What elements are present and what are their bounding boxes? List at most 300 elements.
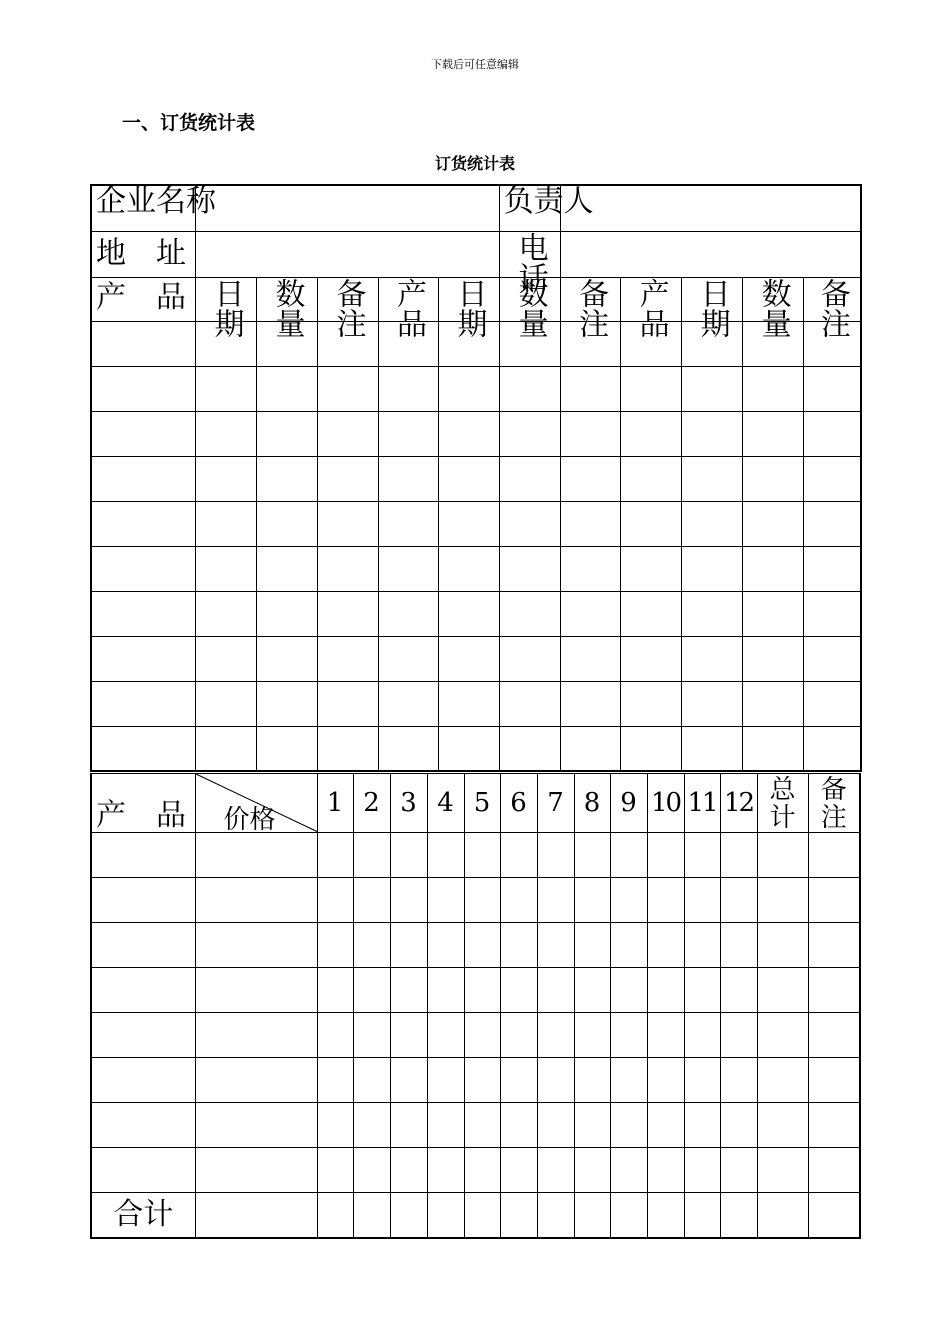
cell[interactable] bbox=[574, 1058, 610, 1103]
cell[interactable] bbox=[647, 833, 684, 878]
cell[interactable] bbox=[427, 1058, 464, 1103]
cell[interactable] bbox=[195, 501, 256, 546]
cell[interactable] bbox=[91, 681, 195, 726]
table-row bbox=[91, 1148, 860, 1193]
cell[interactable] bbox=[500, 833, 537, 878]
cell[interactable] bbox=[390, 923, 427, 968]
cell[interactable] bbox=[427, 968, 464, 1013]
month-8: 8 bbox=[574, 774, 610, 833]
cell[interactable] bbox=[742, 501, 803, 546]
cell[interactable] bbox=[464, 923, 500, 968]
col-header-price: 价格 bbox=[195, 774, 317, 833]
cell[interactable] bbox=[353, 923, 390, 968]
cell[interactable] bbox=[390, 833, 427, 878]
cell[interactable] bbox=[681, 546, 742, 591]
section-heading: 一、订货统计表 bbox=[122, 112, 256, 134]
col-header-quantity: 数量 bbox=[742, 277, 803, 321]
cell[interactable] bbox=[803, 546, 861, 591]
cell[interactable] bbox=[500, 1148, 537, 1193]
cell[interactable] bbox=[560, 636, 620, 681]
cell[interactable] bbox=[195, 456, 256, 501]
cell[interactable] bbox=[464, 1058, 500, 1103]
cell[interactable] bbox=[803, 636, 861, 681]
cell[interactable] bbox=[195, 1193, 317, 1238]
month-2: 2 bbox=[353, 774, 390, 833]
cell[interactable] bbox=[91, 878, 195, 923]
cell[interactable] bbox=[91, 833, 195, 878]
cell[interactable] bbox=[681, 366, 742, 411]
cell[interactable] bbox=[803, 501, 861, 546]
cell[interactable] bbox=[742, 636, 803, 681]
cell[interactable] bbox=[757, 833, 808, 878]
cell[interactable] bbox=[500, 1013, 537, 1058]
cell[interactable] bbox=[620, 366, 681, 411]
cell[interactable] bbox=[537, 1103, 574, 1148]
cell[interactable] bbox=[317, 681, 378, 726]
cell[interactable] bbox=[620, 636, 681, 681]
cell[interactable] bbox=[537, 1148, 574, 1193]
cell[interactable] bbox=[681, 681, 742, 726]
cell[interactable] bbox=[742, 591, 803, 636]
cell[interactable] bbox=[742, 411, 803, 456]
cell[interactable] bbox=[91, 923, 195, 968]
month-10: 10 bbox=[647, 774, 684, 833]
cell[interactable] bbox=[537, 1058, 574, 1103]
cell[interactable] bbox=[620, 546, 681, 591]
cell[interactable] bbox=[91, 636, 195, 681]
cell[interactable] bbox=[91, 1148, 195, 1193]
cell[interactable] bbox=[560, 501, 620, 546]
cell[interactable] bbox=[317, 546, 378, 591]
order-table bbox=[90, 184, 862, 772]
cell[interactable] bbox=[317, 411, 378, 456]
cell[interactable] bbox=[195, 878, 317, 923]
phone-field[interactable] bbox=[560, 231, 861, 277]
cell[interactable] bbox=[317, 1148, 353, 1193]
cell[interactable] bbox=[574, 1013, 610, 1058]
cell[interactable] bbox=[427, 1013, 464, 1058]
cell[interactable] bbox=[353, 1103, 390, 1148]
cell[interactable] bbox=[574, 968, 610, 1013]
cell[interactable] bbox=[378, 366, 438, 411]
table-row bbox=[91, 968, 860, 1013]
cell[interactable] bbox=[808, 878, 860, 923]
cell[interactable] bbox=[499, 681, 560, 726]
cell[interactable] bbox=[353, 1193, 390, 1238]
cell[interactable] bbox=[195, 923, 317, 968]
cell[interactable] bbox=[378, 636, 438, 681]
table-row bbox=[91, 1103, 860, 1148]
cell[interactable] bbox=[647, 1013, 684, 1058]
cell[interactable] bbox=[91, 1103, 195, 1148]
cell[interactable] bbox=[808, 923, 860, 968]
cell[interactable] bbox=[317, 366, 378, 411]
month-1: 1 bbox=[317, 774, 353, 833]
cell[interactable] bbox=[438, 591, 499, 636]
cell[interactable] bbox=[757, 968, 808, 1013]
cell[interactable] bbox=[757, 1013, 808, 1058]
cell[interactable] bbox=[195, 1103, 317, 1148]
table-row bbox=[91, 726, 861, 771]
cell[interactable] bbox=[620, 456, 681, 501]
contact-person-field[interactable] bbox=[560, 185, 861, 231]
cell[interactable] bbox=[720, 968, 757, 1013]
cell[interactable] bbox=[574, 1103, 610, 1148]
cell[interactable] bbox=[647, 968, 684, 1013]
cell[interactable] bbox=[610, 1148, 647, 1193]
cell[interactable] bbox=[317, 923, 353, 968]
cell[interactable] bbox=[681, 411, 742, 456]
cell[interactable] bbox=[427, 1193, 464, 1238]
col-header-date: 日期 bbox=[195, 277, 256, 321]
cell[interactable] bbox=[537, 1193, 574, 1238]
cell[interactable] bbox=[574, 1193, 610, 1238]
cell[interactable] bbox=[438, 411, 499, 456]
cell[interactable] bbox=[610, 923, 647, 968]
cell[interactable] bbox=[720, 1058, 757, 1103]
cell[interactable] bbox=[91, 321, 195, 366]
cell[interactable] bbox=[317, 878, 353, 923]
cell[interactable] bbox=[620, 501, 681, 546]
cell[interactable] bbox=[353, 878, 390, 923]
cell[interactable] bbox=[742, 726, 803, 771]
cell[interactable] bbox=[378, 726, 438, 771]
cell[interactable] bbox=[742, 366, 803, 411]
cell[interactable] bbox=[464, 968, 500, 1013]
cell[interactable] bbox=[91, 456, 195, 501]
cell[interactable] bbox=[808, 1058, 860, 1103]
cell[interactable] bbox=[560, 366, 620, 411]
cell[interactable] bbox=[620, 591, 681, 636]
cell[interactable] bbox=[684, 923, 720, 968]
col-header-date: 日期 bbox=[681, 277, 742, 321]
cell[interactable] bbox=[195, 636, 256, 681]
cell[interactable] bbox=[610, 878, 647, 923]
cell[interactable] bbox=[803, 726, 861, 771]
table-title: 订货统计表 bbox=[434, 154, 515, 173]
cell[interactable] bbox=[720, 1193, 757, 1238]
cell[interactable] bbox=[560, 591, 620, 636]
cell[interactable] bbox=[574, 923, 610, 968]
cell[interactable] bbox=[390, 1013, 427, 1058]
cell[interactable] bbox=[256, 681, 317, 726]
cell[interactable] bbox=[610, 1193, 647, 1238]
cell[interactable] bbox=[91, 411, 195, 456]
cell[interactable] bbox=[464, 878, 500, 923]
cell[interactable] bbox=[427, 923, 464, 968]
cell[interactable] bbox=[684, 1148, 720, 1193]
price-header-row bbox=[91, 774, 860, 833]
cell[interactable] bbox=[537, 833, 574, 878]
cell[interactable] bbox=[464, 833, 500, 878]
cell[interactable] bbox=[803, 366, 861, 411]
cell[interactable] bbox=[610, 968, 647, 1013]
cell[interactable] bbox=[560, 681, 620, 726]
cell[interactable] bbox=[537, 1013, 574, 1058]
cell[interactable] bbox=[647, 1148, 684, 1193]
col-header-product: 产 品 bbox=[91, 774, 195, 833]
cell[interactable] bbox=[757, 1058, 808, 1103]
cell[interactable] bbox=[499, 546, 560, 591]
cell[interactable] bbox=[378, 411, 438, 456]
cell[interactable] bbox=[317, 1058, 353, 1103]
cell[interactable] bbox=[390, 1103, 427, 1148]
cell[interactable] bbox=[720, 833, 757, 878]
cell[interactable] bbox=[195, 1058, 317, 1103]
cell[interactable] bbox=[757, 1148, 808, 1193]
cell[interactable] bbox=[195, 968, 317, 1013]
cell[interactable] bbox=[620, 411, 681, 456]
cell[interactable] bbox=[647, 923, 684, 968]
cell[interactable] bbox=[353, 1148, 390, 1193]
cell[interactable] bbox=[499, 501, 560, 546]
cell[interactable] bbox=[256, 411, 317, 456]
cell[interactable] bbox=[353, 1013, 390, 1058]
cell[interactable] bbox=[427, 1148, 464, 1193]
cell[interactable] bbox=[620, 726, 681, 771]
cell[interactable] bbox=[808, 1103, 860, 1148]
cell[interactable] bbox=[681, 636, 742, 681]
cell[interactable] bbox=[681, 456, 742, 501]
cell[interactable] bbox=[560, 726, 620, 771]
cell[interactable] bbox=[317, 833, 353, 878]
cell[interactable] bbox=[757, 878, 808, 923]
cell[interactable] bbox=[256, 366, 317, 411]
cell[interactable] bbox=[684, 833, 720, 878]
cell[interactable] bbox=[91, 546, 195, 591]
table-row bbox=[91, 546, 861, 591]
cell[interactable] bbox=[317, 1193, 353, 1238]
col-header-date: 日期 bbox=[438, 277, 499, 321]
cell[interactable] bbox=[808, 1013, 860, 1058]
cell[interactable] bbox=[808, 833, 860, 878]
cell[interactable] bbox=[499, 366, 560, 411]
cell[interactable] bbox=[353, 833, 390, 878]
cell[interactable] bbox=[438, 501, 499, 546]
cell[interactable] bbox=[464, 1103, 500, 1148]
address-field[interactable] bbox=[195, 231, 499, 277]
month-9: 9 bbox=[610, 774, 647, 833]
cell[interactable] bbox=[427, 1103, 464, 1148]
cell[interactable] bbox=[684, 878, 720, 923]
table-row bbox=[91, 1013, 860, 1058]
cell[interactable] bbox=[256, 636, 317, 681]
cell[interactable] bbox=[256, 456, 317, 501]
cell[interactable] bbox=[256, 546, 317, 591]
cell[interactable] bbox=[647, 878, 684, 923]
cell[interactable] bbox=[720, 1013, 757, 1058]
cell[interactable] bbox=[574, 1148, 610, 1193]
contact-person-label: 负责人 bbox=[499, 185, 560, 231]
cell[interactable] bbox=[500, 968, 537, 1013]
cell[interactable] bbox=[499, 456, 560, 501]
cell[interactable] bbox=[720, 923, 757, 968]
cell[interactable] bbox=[438, 366, 499, 411]
cell[interactable] bbox=[684, 968, 720, 1013]
cell[interactable] bbox=[684, 1013, 720, 1058]
cell[interactable] bbox=[803, 456, 861, 501]
cell[interactable] bbox=[742, 681, 803, 726]
cell[interactable] bbox=[681, 501, 742, 546]
cell[interactable] bbox=[684, 1103, 720, 1148]
cell[interactable] bbox=[390, 1148, 427, 1193]
cell[interactable] bbox=[560, 546, 620, 591]
table-row bbox=[91, 591, 861, 636]
cell[interactable] bbox=[803, 411, 861, 456]
cell[interactable] bbox=[317, 1013, 353, 1058]
cell[interactable] bbox=[720, 1148, 757, 1193]
cell[interactable] bbox=[499, 591, 560, 636]
cell[interactable] bbox=[757, 1193, 808, 1238]
month-4: 4 bbox=[427, 774, 464, 833]
table-row bbox=[91, 411, 861, 456]
cell[interactable] bbox=[378, 501, 438, 546]
cell[interactable] bbox=[195, 726, 256, 771]
cell[interactable] bbox=[195, 366, 256, 411]
cell[interactable] bbox=[500, 1058, 537, 1103]
cell[interactable] bbox=[560, 456, 620, 501]
cell[interactable] bbox=[195, 1148, 317, 1193]
cell[interactable] bbox=[317, 1103, 353, 1148]
cell[interactable] bbox=[195, 546, 256, 591]
cell[interactable] bbox=[808, 1148, 860, 1193]
month-3: 3 bbox=[390, 774, 427, 833]
cell[interactable] bbox=[195, 411, 256, 456]
cell[interactable] bbox=[91, 501, 195, 546]
cell[interactable] bbox=[742, 546, 803, 591]
cell[interactable] bbox=[537, 923, 574, 968]
cell[interactable] bbox=[91, 968, 195, 1013]
cell[interactable] bbox=[803, 591, 861, 636]
cell[interactable] bbox=[427, 833, 464, 878]
cell[interactable] bbox=[91, 1058, 195, 1103]
address-label: 地 址 bbox=[91, 231, 195, 277]
col-header-product: 产 品 bbox=[91, 277, 195, 321]
cell[interactable] bbox=[808, 968, 860, 1013]
cell[interactable] bbox=[464, 1013, 500, 1058]
cell[interactable] bbox=[438, 636, 499, 681]
cell[interactable] bbox=[438, 456, 499, 501]
cell[interactable] bbox=[610, 833, 647, 878]
cell[interactable] bbox=[317, 968, 353, 1013]
table-row bbox=[91, 636, 861, 681]
table-row bbox=[91, 923, 860, 968]
cell[interactable] bbox=[378, 546, 438, 591]
cell[interactable] bbox=[757, 923, 808, 968]
cell[interactable] bbox=[256, 726, 317, 771]
cell[interactable] bbox=[464, 1193, 500, 1238]
cell[interactable] bbox=[647, 1058, 684, 1103]
cell[interactable] bbox=[195, 833, 317, 878]
cell[interactable] bbox=[378, 456, 438, 501]
col-header-remark: 备注 bbox=[803, 277, 861, 321]
cell[interactable] bbox=[808, 1193, 860, 1238]
cell[interactable] bbox=[91, 1013, 195, 1058]
cell[interactable] bbox=[610, 1058, 647, 1103]
cell[interactable] bbox=[378, 681, 438, 726]
cell[interactable] bbox=[499, 636, 560, 681]
company-name-label: 企业名称 bbox=[91, 185, 195, 231]
col-header-total: 总计 bbox=[757, 774, 808, 833]
cell[interactable] bbox=[91, 366, 195, 411]
cell[interactable] bbox=[256, 591, 317, 636]
cell[interactable] bbox=[537, 878, 574, 923]
cell[interactable] bbox=[438, 726, 499, 771]
cell[interactable] bbox=[317, 591, 378, 636]
col-header-remark: 备注 bbox=[808, 774, 860, 833]
cell[interactable] bbox=[91, 591, 195, 636]
cell[interactable] bbox=[537, 968, 574, 1013]
cell[interactable] bbox=[499, 726, 560, 771]
cell[interactable] bbox=[500, 923, 537, 968]
cell[interactable] bbox=[720, 1103, 757, 1148]
table-row bbox=[91, 501, 861, 546]
col-header-remark: 备注 bbox=[560, 277, 620, 321]
cell[interactable] bbox=[500, 878, 537, 923]
cell[interactable] bbox=[574, 878, 610, 923]
cell[interactable] bbox=[317, 456, 378, 501]
cell[interactable] bbox=[438, 546, 499, 591]
cell[interactable] bbox=[195, 681, 256, 726]
cell[interactable] bbox=[684, 1058, 720, 1103]
cell[interactable] bbox=[317, 501, 378, 546]
cell[interactable] bbox=[317, 726, 378, 771]
cell[interactable] bbox=[742, 456, 803, 501]
company-name-field[interactable] bbox=[195, 185, 499, 231]
cell[interactable] bbox=[91, 726, 195, 771]
cell[interactable] bbox=[610, 1013, 647, 1058]
cell[interactable] bbox=[464, 1148, 500, 1193]
cell[interactable] bbox=[560, 411, 620, 456]
cell[interactable] bbox=[390, 968, 427, 1013]
col-header-product: 产品 bbox=[378, 277, 438, 321]
cell[interactable] bbox=[803, 681, 861, 726]
table-row bbox=[91, 878, 860, 923]
cell[interactable] bbox=[390, 1058, 427, 1103]
cell[interactable] bbox=[610, 1103, 647, 1148]
cell[interactable] bbox=[438, 681, 499, 726]
cell[interactable] bbox=[317, 636, 378, 681]
cell[interactable] bbox=[195, 591, 256, 636]
cell[interactable] bbox=[620, 681, 681, 726]
cell[interactable] bbox=[681, 591, 742, 636]
cell[interactable] bbox=[500, 1193, 537, 1238]
month-11: 11 bbox=[684, 774, 720, 833]
cell[interactable] bbox=[390, 878, 427, 923]
cell[interactable] bbox=[390, 1193, 427, 1238]
cell[interactable] bbox=[574, 833, 610, 878]
cell[interactable] bbox=[353, 1058, 390, 1103]
cell[interactable] bbox=[681, 726, 742, 771]
cell[interactable] bbox=[684, 1193, 720, 1238]
cell[interactable] bbox=[427, 878, 464, 923]
price-rows bbox=[91, 833, 860, 1238]
cell[interactable] bbox=[256, 501, 317, 546]
cell[interactable] bbox=[499, 411, 560, 456]
cell[interactable] bbox=[647, 1103, 684, 1148]
col-header-remark: 备注 bbox=[317, 277, 378, 321]
col-header-quantity: 数量 bbox=[256, 277, 317, 321]
cell[interactable] bbox=[195, 1013, 317, 1058]
cell[interactable] bbox=[757, 1103, 808, 1148]
cell[interactable] bbox=[720, 878, 757, 923]
cell[interactable] bbox=[353, 968, 390, 1013]
order-header-row bbox=[91, 277, 861, 321]
month-12: 12 bbox=[720, 774, 757, 833]
cell[interactable] bbox=[647, 1193, 684, 1238]
cell[interactable] bbox=[378, 591, 438, 636]
cell[interactable] bbox=[500, 1103, 537, 1148]
